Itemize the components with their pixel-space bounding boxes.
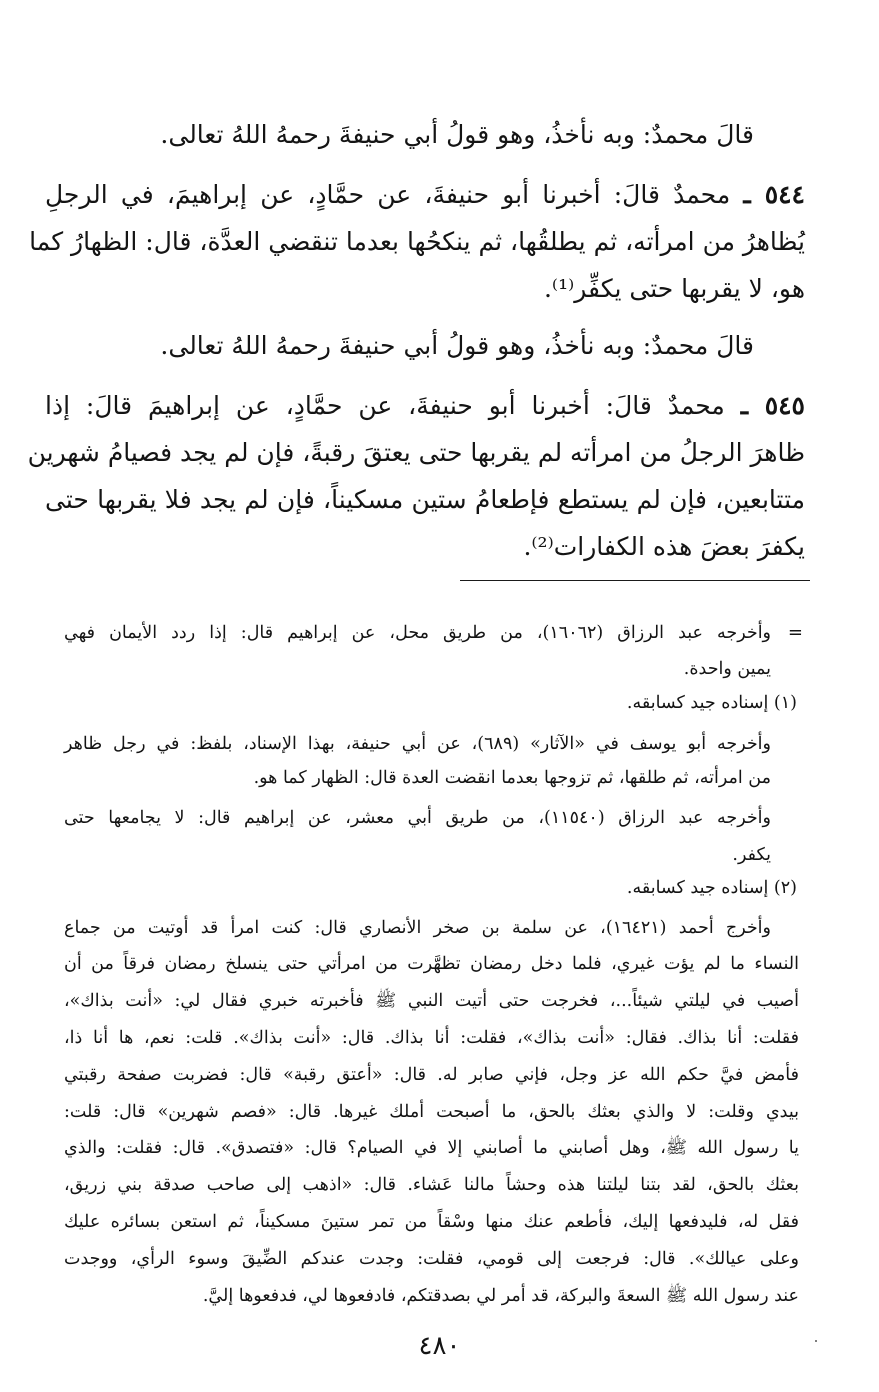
footnote-line: وأخرج أحمد (١٦٤٢١)، عن سلمة بن صخر الأنصاري قال: كنت امرأ قد أوتيت من جماع bbox=[64, 918, 771, 938]
hadith-545-line-2: ظاهرَ الرجلُ من امرأته لم يقربها حتى يعتقَ رقبةً، فإن لم يجد فصيامُ شهرين bbox=[27, 438, 805, 467]
footnote-line: فأمض فيَّ حكم الله عز وجل، فإني صابر له. قال: «أعتق رقبة» قال: فضربت صفحة رقبتي bbox=[64, 1065, 799, 1085]
hadith-544-line-2: يُظاهرُ من امرأته، ثم يطلقُها، ثم ينكحُها بعدما تنقضي العدَّة، قال: الظهارُ كما bbox=[29, 227, 805, 256]
hadith-text: محمدٌ قالَ: أخبرنا أبو حنيفةَ، عن حمَّادٍ، عن إبراهيمَ قالَ: إذا bbox=[45, 391, 725, 420]
footnote-line: بيدي وقلت: لا والذي بعثك بالحق، ما أصبحت أملك غيرها. قال: «فصم شهرين» قال: قلت: bbox=[64, 1102, 799, 1122]
footnote-line: وأخرجه أبو يوسف في «الآثار» (٦٨٩)، عن أبي حنيفة، بهذا الإسناد، بلفظ: في رجل ظاهر bbox=[64, 734, 771, 754]
hadith-545-line-1 bbox=[45, 386, 805, 426]
footnote-separator bbox=[460, 580, 810, 581]
footnote-line: يكفر. bbox=[732, 845, 771, 865]
hadith-text: محمدٌ قالَ: أخبرنا أبو حنيفةَ، عن حمَّادٍ، عن إبراهيمَ، في الرجلِ bbox=[45, 180, 731, 209]
hadith-number: ٥٤٥ ـ bbox=[740, 391, 805, 420]
footnote-line: عند رسول الله ﷺ السعةَ والبركة، قد أمر لي بصدقتكم، فادفعوها لي، فدفعوها إليَّ. bbox=[202, 1286, 799, 1306]
footnote-line: فقلت: أنا بذاك. فقال: «أنت بذاك»، فقلت: أنا بذاك. قال: «أنت بذاك». قلت: نعم، ها أنا ذا، bbox=[64, 1028, 799, 1048]
footnote-line: وعلى عيالك». قال: فرجعت إلى قومي، فقلت: وجدت عندكم الضِّيقَ وسوء الرأي، ووجدت bbox=[64, 1249, 799, 1269]
footnote-line: يا رسول الله ﷺ، وهل أصابني ما أصابني إلا في الصيام؟ قال: «فتصدق». قال: فقلت: والذي bbox=[64, 1138, 799, 1158]
footnote-line: بعثك بالحق، لقد بتنا ليلتنا هذه وحشاً مالنا عَشاء. قال: «اذهب إلى صاحب صدقة بني زريق، bbox=[64, 1175, 799, 1195]
hadith-544-line-1 bbox=[45, 175, 805, 215]
statement-text: قالَ محمدٌ: وبه نأخذُ، وهو قولُ أبي حنيفةَ رحمهُ اللهُ تعالى. bbox=[160, 331, 754, 360]
footnote-line: أصيب في ليلتي شيئاً...، فخرجت حتى أتيت النبي ﷺ فأخبرته خبري فقال لي: «أنت بذاك»، bbox=[64, 991, 799, 1011]
footnote-1-heading: (١) إسناده جيد كسابقه. bbox=[626, 693, 797, 713]
footnote-2-heading: (٢) إسناده جيد كسابقه. bbox=[626, 878, 797, 898]
footnote-line: وأخرجه عبد الرزاق (١٦٠٦٢)، من طريق محل، عن إبراهيم قال: إذا ردد الأيمان فهي bbox=[64, 623, 772, 643]
main-text-line bbox=[0, 326, 754, 366]
hadith-545-line-4: يكفرَ بعضَ هذه الكفارات⁽²⁾. bbox=[523, 532, 805, 561]
footnote-line: من امرأته، ثم طلقها، ثم تزوجها بعدما انقضت العدة قال: الظهار كما هو. bbox=[253, 768, 771, 788]
footnote-line: النساء ما لم يؤت غيري، فلما دخل رمضان تظهَّرت من امرأتي حتى ينسلخ رمضان فرقاً من أن bbox=[64, 954, 799, 974]
footnote-line: وأخرجه عبد الرزاق (١١٥٤٠)، من طريق أبي معشر، عن إبراهيم قال: لا يجامعها حتى bbox=[64, 808, 771, 828]
speck bbox=[815, 1340, 817, 1342]
continuation-mark: = bbox=[787, 622, 803, 643]
statement-text: قالَ محمدٌ: وبه نأخذُ، وهو قولُ أبي حنيفةَ رحمهُ اللهُ تعالى. bbox=[160, 120, 754, 149]
hadith-545-line-3: متتابعين، فإن لم يستطع فإطعامُ ستين مسكيناً، فإن لم يجد فلا يقربها حتى bbox=[45, 485, 805, 514]
page-number: ٤٨٠ bbox=[418, 1331, 461, 1361]
hadith-number: ٥٤٤ ـ bbox=[743, 180, 805, 209]
main-text-line bbox=[0, 115, 754, 155]
hadith-544-line-3: هو، لا يقربها حتى يكفِّر⁽¹⁾. bbox=[543, 274, 805, 303]
footnote-line: يمين واحدة. bbox=[683, 659, 771, 679]
footnote-line: فقل له، فليدفعها إليك، فأطعم عنك منها وسْقاً من تمر ستينَ مسكيناً، ثم استعن بسائره عليك bbox=[64, 1212, 799, 1232]
